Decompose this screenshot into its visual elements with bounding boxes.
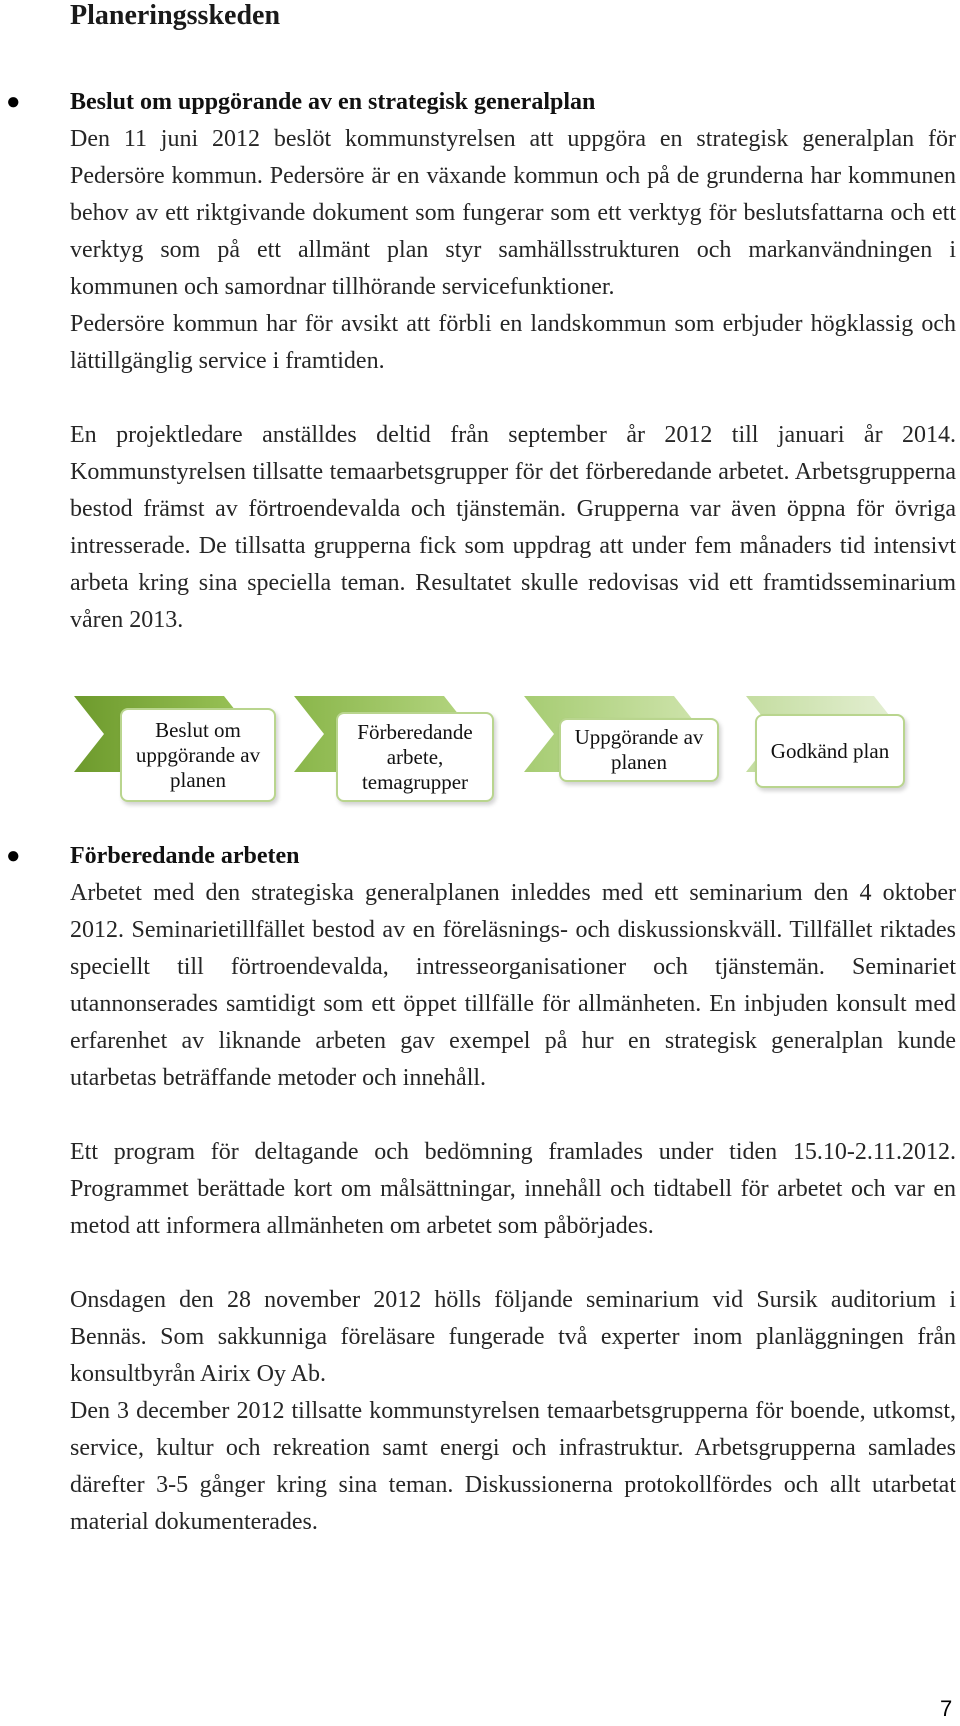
bullet-icon: ● (6, 89, 21, 115)
page-title: Planeringsskeden (70, 0, 281, 31)
section-beslut (6, 84, 956, 639)
process-diagram (74, 696, 914, 816)
paragraph: Arbetet med den strategiska generalplanen inleddes med ett seminarium den 4 oktober 2012. Seminarietillfället bestod av en föreläsnings- och diskussionskväll. Tillfället riktades speciellt till förtroendevalda, intresseorganisationer och tjänstemän. Seminariet utannonserades samtidigt som ett öppet tillfälle för allmänheten. En inbjuden konsult med erfarenhet av liknande arbeten gav exempel på hur en strategisk generalplan kunde utarbetas beträffande metoder och innehåll. (70, 880, 956, 1091)
paragraph: Pedersöre kommun har för avsikt att förbli en landskommun som erbjuder högklassig och lättillgänglig service i framtiden. (70, 311, 956, 374)
bullet-icon: ● (6, 843, 21, 869)
section-heading: Förberedande arbeten (70, 843, 300, 869)
process-step: Godkänd plan (755, 714, 905, 788)
process-step: Beslut om uppgörande av planen (120, 708, 276, 802)
paragraph: Ett program för deltagande och bedömning framlades under tiden 15.10-2.11.2012. Programmet berättade kort om målsättningar, innehåll och tidtabell för arbetet och var en metod att informera allmänheten om arbetet som påbörjades. (70, 1139, 956, 1239)
process-step: Förberedande arbete, temagrupper (336, 712, 494, 802)
page-number: 7 (940, 1696, 953, 1721)
section-forberedande (6, 838, 956, 1541)
paragraph: Onsdagen den 28 november 2012 hölls följande seminarium vid Sursik auditorium i Bennäs. Som sakkunniga föreläsare fungerade två experter inom planläggningen från konsultbyrån Airix Oy Ab. (70, 1287, 956, 1387)
section-heading: Beslut om uppgörande av en strategisk generalplan (70, 89, 596, 115)
process-step: Uppgörande av planen (559, 718, 719, 782)
paragraph: Den 3 december 2012 tillsatte kommunstyrelsen temaarbetsgrupperna för boende, utkomst, service, kultur och rekreation samt energi och infrastruktur. Arbetsgrupperna samlades därefter 3-5 gånger kring sina teman. Diskussionerna protokollfördes och allt utarbetat material dokumenterades. (70, 1398, 956, 1535)
paragraph: En projektledare anställdes deltid från september år 2012 till januari år 2014. Kommunstyrelsen tillsatte temaarbetsgrupper för det förberedande arbetet. Arbetsgrupperna bestod främst av förtroendevalda och tjänstemän. Grupperna var även öppna för övriga intresserade. De tillsatta grupperna fick som uppdrag att under fem månaders tid intensivt arbeta kring sina speciella teman. Resultatet skulle redovisas vid ett framtidsseminarium våren 2013. (70, 422, 956, 633)
paragraph: Den 11 juni 2012 beslöt kommunstyrelsen att uppgöra en strategisk generalplan för Pedersöre kommun. Pedersöre är en växande kommun och på de grunderna har kommunen behov av ett riktgivande dokument som fungerar som ett verktyg för beslutsfattarna och ett verktyg som på ett allmänt plan styr samhällsstrukturen och markanvändningen i kommunen och samordnar tillhörande servicefunktioner. (70, 126, 956, 300)
